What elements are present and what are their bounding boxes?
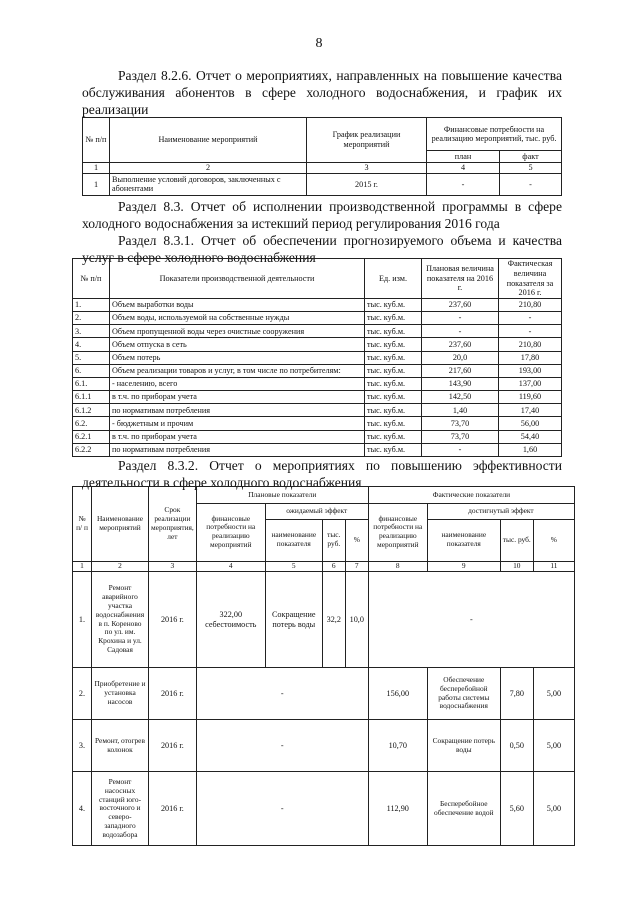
t3-cell-term: 2016 г. — [149, 772, 197, 846]
table-row — [73, 325, 562, 338]
t3-cell-plan-fin: 322,00 себестоимость — [196, 571, 265, 668]
t2-cell-num: 6. — [73, 364, 110, 377]
section-826-heading-text: Раздел 8.2.6. Отчет о мероприятиях, направленных на повышение качества обслуживания абонентов в сфере холодного водоснабжения, и график их реализации — [82, 68, 562, 117]
t2-cell-fact: 119,60 — [499, 391, 562, 404]
table-826 — [82, 117, 562, 196]
t2-cell-name: в т.ч. по приборам учета — [110, 391, 365, 404]
t3-cell-plan-span: - — [196, 772, 368, 846]
t3-col-name: Наименование мероприятий — [92, 487, 149, 562]
t3-cell-fact-span: - — [368, 571, 574, 668]
page-number: 8 — [315, 36, 323, 51]
table-row — [73, 377, 562, 390]
t3-cell-fact-fin: 156,00 — [368, 668, 427, 719]
t3-cell-num: 4. — [73, 772, 92, 846]
t2-cell-unit: тыс. куб.м. — [365, 430, 422, 443]
t3-cell-plan-span: - — [196, 719, 368, 772]
t1-idx: 3 — [307, 162, 427, 173]
t3-idx: 1 — [73, 561, 92, 571]
t2-cell-plan: - — [422, 325, 499, 338]
t2-col-num: № п/п — [73, 259, 110, 299]
table-row — [73, 351, 562, 364]
t2-cell-fact: - — [499, 325, 562, 338]
t3-idx: 10 — [500, 561, 533, 571]
t3-cell-fact-effect: Бесперебойное обеспечение водой — [427, 772, 500, 846]
t2-cell-plan: - — [422, 312, 499, 325]
t2-col-unit: Ед. изм. — [365, 259, 422, 299]
t3-cell-plan-effect: Сокращение потерь воды — [265, 571, 322, 668]
table-row — [73, 571, 575, 668]
t3-col-fact-rub: тыс. руб. — [500, 519, 533, 561]
t3-cell-term: 2016 г. — [149, 571, 197, 668]
t2-cell-unit: тыс. куб.м. — [365, 391, 422, 404]
t3-idx: 8 — [368, 561, 427, 571]
t2-cell-num: 6.1.1 — [73, 391, 110, 404]
section-832-heading-text: Раздел 8.3.2. Отчет о мероприятиях по повышению эффективности деятельности в сфере холодного водоснабжения — [82, 458, 562, 490]
t1-idx: 1 — [83, 162, 110, 173]
t3-cell-fact-effect: Обеспечение бесперебойной работы системы водоснабжения — [427, 668, 500, 719]
t3-cell-num: 2. — [73, 668, 92, 719]
t2-cell-name: в т.ч. по приборам учета — [110, 430, 365, 443]
t2-cell-num: 2. — [73, 312, 110, 325]
t3-cell-name: Ремонт аварийного участка водоснабжения в п. Кореново по ул. им. Крохина и ул. Садовая — [92, 571, 149, 668]
t3-col-term: Срок реализации мероприятия, лет — [149, 487, 197, 562]
t2-cell-plan: 20,0 — [422, 351, 499, 364]
t2-cell-name: по нормативам потребления — [110, 404, 365, 417]
t3-index-row — [73, 561, 575, 571]
t2-col-name: Показатели производственной деятельности — [110, 259, 365, 299]
t3-col-plan-rub: тыс. руб. — [322, 519, 345, 561]
t3-idx: 7 — [345, 561, 368, 571]
t2-cell-unit: тыс. куб.м. — [365, 417, 422, 430]
table-row — [73, 719, 575, 772]
t2-cell-unit: тыс. куб.м. — [365, 377, 422, 390]
table-row — [73, 364, 562, 377]
t3-cell-fact-rub: 0,50 — [500, 719, 533, 772]
t1-col-schedule: График реализации мероприятий — [307, 118, 427, 163]
table-row — [73, 338, 562, 351]
t3-idx: 3 — [149, 561, 197, 571]
t3-cell-fact-pct: 5,00 — [533, 772, 574, 846]
t2-cell-fact: 193,00 — [499, 364, 562, 377]
t2-cell-name: Объем выработки воды — [110, 299, 365, 312]
t2-cell-name: по нормативам потребления — [110, 443, 365, 456]
t3-cell-fact-pct: 5,00 — [533, 668, 574, 719]
t1-index-row — [83, 162, 562, 173]
t2-cell-plan: 143,90 — [422, 377, 499, 390]
t2-cell-unit: тыс. куб.м. — [365, 351, 422, 364]
section-831-heading-text: Раздел 8.3.1. Отчет об обеспечении прогнозируемого объема и качества услуг в сфере холодного водоснабжения — [82, 233, 562, 265]
t3-col-achieved: достигнутый эффект — [427, 503, 574, 519]
t3-idx: 6 — [322, 561, 345, 571]
table-row — [83, 173, 562, 195]
t2-cell-unit: тыс. куб.м. — [365, 404, 422, 417]
t3-col-plan-group: Плановые показатели — [196, 487, 368, 504]
t1-cell-name: Выполнение условий договоров, заключенных с абонентами — [110, 173, 307, 195]
t1-idx: 2 — [110, 162, 307, 173]
t3-cell-fact-pct: 5,00 — [533, 719, 574, 772]
t3-cell-fact-rub: 5,60 — [500, 772, 533, 846]
t1-idx: 5 — [500, 162, 562, 173]
t2-cell-unit: тыс. куб.м. — [365, 364, 422, 377]
t1-col-plan: план — [427, 151, 500, 162]
table-row — [73, 391, 562, 404]
table-row — [73, 299, 562, 312]
t2-cell-plan: 142,50 — [422, 391, 499, 404]
t2-cell-fact: 54,40 — [499, 430, 562, 443]
t3-idx: 4 — [196, 561, 265, 571]
t2-cell-num: 6.1.2 — [73, 404, 110, 417]
t3-cell-term: 2016 г. — [149, 668, 197, 719]
t3-cell-term: 2016 г. — [149, 719, 197, 772]
t3-idx: 2 — [92, 561, 149, 571]
t3-cell-fact-rub: 7,80 — [500, 668, 533, 719]
t2-cell-fact: 210,80 — [499, 299, 562, 312]
t2-cell-fact: 17,80 — [499, 351, 562, 364]
t2-cell-num: 3. — [73, 325, 110, 338]
section-83-heading — [82, 198, 562, 232]
t2-cell-fact: 137,00 — [499, 377, 562, 390]
t1-cell-schedule: 2015 г. — [307, 173, 427, 195]
section-83-heading-text: Раздел 8.3. Отчет об исполнении производственной программы в сфере холодного водоснабжения за истекший период регулирования 2016 года — [82, 199, 562, 231]
t2-cell-fact: - — [499, 312, 562, 325]
t2-cell-num: 4. — [73, 338, 110, 351]
t1-col-num: № п/п — [83, 118, 110, 163]
t3-cell-fact-effect: Сокращение потерь воды — [427, 719, 500, 772]
t2-cell-num: 6.2. — [73, 417, 110, 430]
t2-cell-unit: тыс. куб.м. — [365, 325, 422, 338]
table-row — [73, 404, 562, 417]
t3-col-fact-group: Фактические показатели — [368, 487, 574, 504]
t3-cell-plan-pct: 10,0 — [345, 571, 368, 668]
t2-cell-num: 5. — [73, 351, 110, 364]
t3-cell-plan-span: - — [196, 668, 368, 719]
t3-col-plan-fin: финансовые потребности на реализацию мероприятий — [196, 503, 265, 561]
t2-cell-name: Объем отпуска в сеть — [110, 338, 365, 351]
t2-col-fact: Фактическая величина показателя за 2016 г. — [499, 259, 562, 299]
t2-cell-name: Объем воды, используемой на собственные нужды — [110, 312, 365, 325]
t2-cell-name: Объем реализации товаров и услуг, в том числе по потребителям: — [110, 364, 365, 377]
t3-col-num: № п/ п — [73, 487, 92, 562]
t3-col-fact-fin: финансовые потребности на реализацию мероприятий — [368, 503, 427, 561]
t3-idx: 9 — [427, 561, 500, 571]
t3-cell-fact-fin: 112,90 — [368, 772, 427, 846]
section-826-heading — [82, 67, 562, 118]
t3-col-fact-pct: % — [533, 519, 574, 561]
t1-cell-fact: - — [500, 173, 562, 195]
t2-cell-unit: тыс. куб.м. — [365, 443, 422, 456]
t3-idx: 11 — [533, 561, 574, 571]
table-832 — [72, 486, 575, 846]
t2-cell-plan: 73,70 — [422, 430, 499, 443]
table-row — [73, 443, 562, 456]
table-831 — [72, 258, 562, 457]
table-row — [73, 312, 562, 325]
t2-cell-num: 6.2.2 — [73, 443, 110, 456]
t3-cell-name: Приобретение и установка насосов — [92, 668, 149, 719]
t2-cell-unit: тыс. куб.м. — [365, 312, 422, 325]
t3-col-fact-ind: наименование показателя — [427, 519, 500, 561]
t2-cell-num: 6.1. — [73, 377, 110, 390]
t3-idx: 5 — [265, 561, 322, 571]
t1-col-fin: Финансовые потребности на реализацию мероприятий, тыс. руб. — [427, 118, 562, 151]
t2-cell-fact: 17,40 — [499, 404, 562, 417]
table-row — [73, 772, 575, 846]
t2-cell-fact: 210,80 — [499, 338, 562, 351]
t3-cell-name: Ремонт, отогрев колонок — [92, 719, 149, 772]
t1-cell-plan: - — [427, 173, 500, 195]
t2-cell-fact: 1,60 — [499, 443, 562, 456]
t3-col-plan-ind: наименование показателя — [265, 519, 322, 561]
t2-cell-plan: 1,40 — [422, 404, 499, 417]
t2-cell-name: Объем потерь — [110, 351, 365, 364]
table-row — [73, 417, 562, 430]
t2-cell-name: - населению, всего — [110, 377, 365, 390]
t2-cell-plan: - — [422, 443, 499, 456]
t2-cell-fact: 56,00 — [499, 417, 562, 430]
t3-cell-fact-fin: 10,70 — [368, 719, 427, 772]
t2-cell-name: - бюджетным и прочим — [110, 417, 365, 430]
t1-idx: 4 — [427, 162, 500, 173]
t3-col-plan-pct: % — [345, 519, 368, 561]
t2-cell-num: 1. — [73, 299, 110, 312]
t2-cell-name: Объем пропущенной воды через очистные сооружения — [110, 325, 365, 338]
table-row — [73, 430, 562, 443]
t1-col-fact: факт — [500, 151, 562, 162]
t2-col-plan: Плановая величина показателя на 2016 г. — [422, 259, 499, 299]
t1-col-name: Наименование мероприятий — [110, 118, 307, 163]
t3-col-expected: ожидаемый эффект — [265, 503, 368, 519]
t3-cell-num: 3. — [73, 719, 92, 772]
table-row — [73, 668, 575, 719]
t2-cell-plan: 237,60 — [422, 299, 499, 312]
t3-cell-plan-rub: 32,2 — [322, 571, 345, 668]
t2-cell-plan: 73,70 — [422, 417, 499, 430]
t3-cell-name: Ремонт насосных станций юго-восточного и северо-западного водозабора — [92, 772, 149, 846]
t2-cell-plan: 217,60 — [422, 364, 499, 377]
t1-cell-num: 1 — [83, 173, 110, 195]
t2-cell-num: 6.2.1 — [73, 430, 110, 443]
t2-cell-unit: тыс. куб.м. — [365, 299, 422, 312]
t2-cell-plan: 237,60 — [422, 338, 499, 351]
t3-cell-num: 1. — [73, 571, 92, 668]
t2-cell-unit: тыс. куб.м. — [365, 338, 422, 351]
